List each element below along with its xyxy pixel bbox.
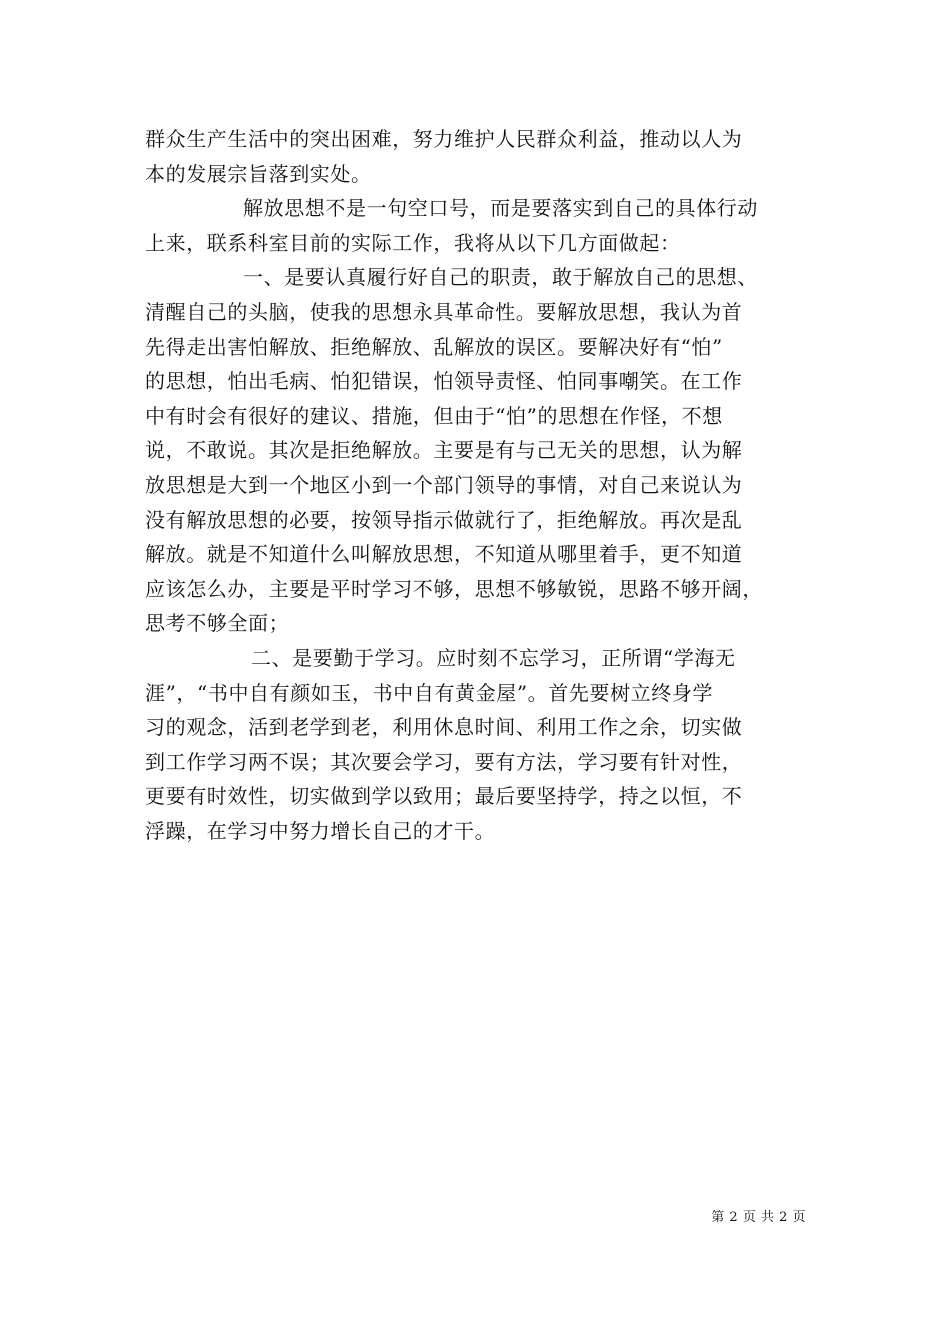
text-line: 清醒自己的头脑，使我的思想永具革命性。要解放思想，我认为首	[145, 299, 743, 324]
text-line: 更要有时效性，切实做到学以致用；最后要坚持学，持之以恒，不	[145, 784, 743, 809]
text-line: 群众生产生活中的突出困难，努力维护人民群众利益，推动以人为	[145, 127, 743, 151]
text-line: 涯”，“书中自有颜如玉，书中自有黄金屋”。首先要树立终身学	[145, 680, 714, 705]
text-line: 二、是要勤于学习。应时刻不忘学习，正所谓“学海无	[251, 645, 736, 670]
page-number-footer: 第 2 页 共 2 页	[711, 1210, 806, 1225]
text-line: 思考不够全面；	[145, 611, 290, 636]
text-line: 说，不敢说。其次是拒绝解放。主要是有与己无关的思想，认为解	[145, 438, 743, 463]
paragraph-continuation	[145, 122, 805, 191]
text-line: 的思想，怕出毛病、怕犯错误，怕领导责怪、怕同事嘲笑。在工作	[145, 369, 743, 394]
text-line: 先得走出害怕解放、拒绝解放、乱解放的误区。要解决好有“怕”	[145, 334, 723, 359]
text-line: 一、是要认真履行好自己的职责，敢于解放自己的思想、	[243, 265, 758, 290]
text-line: 应该怎么办，主要是平时学习不够，思想不够敏锐，思路不够开阔，	[145, 576, 763, 601]
text-line: 到工作学习两不误；其次要会学习，要有方法，学习要有针对性，	[145, 749, 743, 774]
text-line: 中有时会有很好的建议、措施，但由于“怕”的思想在作怪，不想	[145, 403, 723, 428]
text-line: 上来，联系科室目前的实际工作，我将从以下几方面做起：	[145, 230, 681, 255]
text-line: 解放思想不是一句空口号，而是要落实到自己的具体行动	[243, 196, 758, 221]
paragraph-intro	[145, 191, 805, 260]
paragraph-point-two	[145, 641, 805, 849]
text-line: 浮躁，在学习中努力增长自己的才干。	[145, 818, 496, 843]
document-body	[145, 122, 805, 848]
text-line: 放思想是大到一个地区小到一个部门领导的事情，对自己来说认为	[145, 472, 743, 497]
text-line: 本的发展宗旨落到实处。	[145, 161, 372, 186]
text-line: 没有解放思想的必要，按领导指示做就行了，拒绝解放。再次是乱	[145, 507, 743, 532]
text-line: 习的观念，活到老学到老，利用休息时间、利用工作之余，切实做	[145, 715, 743, 740]
text-line: 解放。就是不知道什么叫解放思想，不知道从哪里着手，更不知道	[145, 542, 743, 567]
paragraph-point-one	[145, 260, 805, 641]
